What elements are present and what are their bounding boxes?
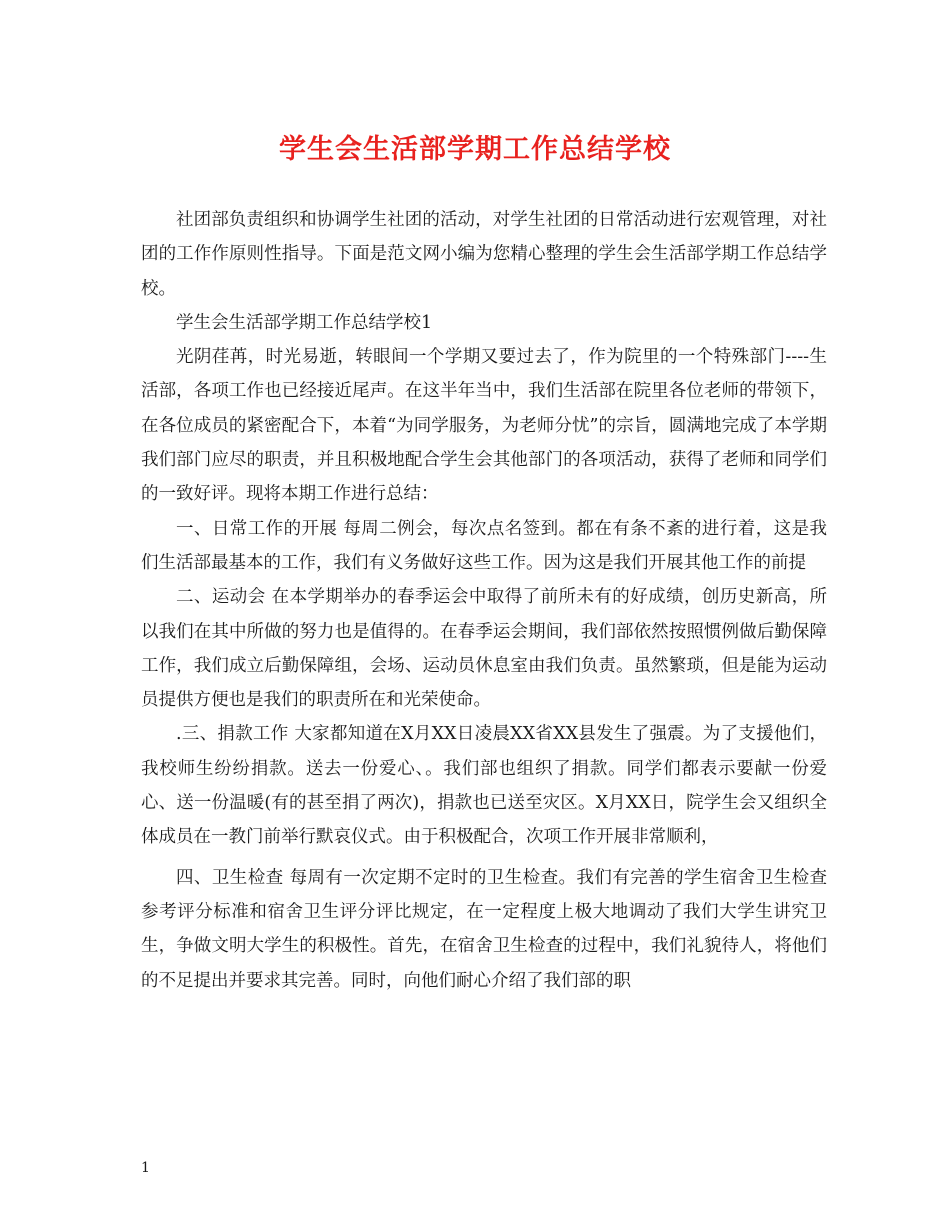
page-number: 1 [141,1160,150,1176]
paragraph-subtitle: 学生会生活部学期工作总结学校1 [176,312,433,333]
paragraph-donation: .三、捐款工作 大家都知道在X月XX日凌晨XX省XX县发生了强震。为了支援他们，我校师生纷纷捐款。送去一份爱心、。我们部也组织了捐款。同学们都表示要献一份爱心、送一份温暖(有的甚至捐了两次)，捐款也已送至灾区。X月XX日，院学生会又组织全体成员在一教门前举行默哀仪式。由于积极配合，次项工作开展非常顺利， [141,724,827,848]
document-title: 学生会生活部学期工作总结学校 [279,134,671,165]
paragraph-daily-work: 一、日常工作的开展 每周二例会，每次点名签到。都在有条不紊的进行着，这是我们生活部最基本的工作，我们有义务做好这些工作。因为这是我们开展其他工作的前提 [141,518,827,573]
document-body [141,203,827,998]
paragraph-hygiene-check: 四、卫生检查 每周有一次定期不定时的卫生检查。我们有完善的学生宿舍卫生检查参考评分标准和宿舍卫生评分评比规定，在一定程度上极大地调动了我们大学生讲究卫生，争做文明大学生的积极性。首先，在宿舍卫生检查的过程中，我们礼貌待人，将他们的不足提出并要求其完善。同时，向他们耐心介绍了我们部的职 [141,867,827,991]
paragraph-overview: 光阴荏苒，时光易逝，转眼间一个学期又要过去了，作为院里的一个特殊部门----生活部，各项工作也已经接近尾声。在这半年当中，我们生活部在院里各位老师的带领下，在各位成员的紧密配合下，本着“为同学服务，为老师分忧”的宗旨，圆满地完成了本学期我们部门应尽的职责，并且积极地配合学生会其他部门的各项活动，获得了老师和同学们的一致好评。现将本期工作进行总结： [141,347,827,505]
paragraph-intro: 社团部负责组织和协调学生社团的活动，对学生社团的日常活动进行宏观管理，对社团的工作作原则性指导。下面是范文网小编为您精心整理的学生会生活部学期工作总结学校。 [141,210,827,299]
paragraph-sports-meet: 二、运动会 在本学期举办的春季运会中取得了前所未有的好成绩，创历史新高，所以我们在其中所做的努力也是值得的。在春季运会期间，我们部依然按照惯例做后勤保障工作，我们成立后勤保障组，会场、运动员休息室由我们负责。虽然繁琐，但是能为运动员提供方便也是我们的职责所在和光荣使命。 [141,587,827,711]
